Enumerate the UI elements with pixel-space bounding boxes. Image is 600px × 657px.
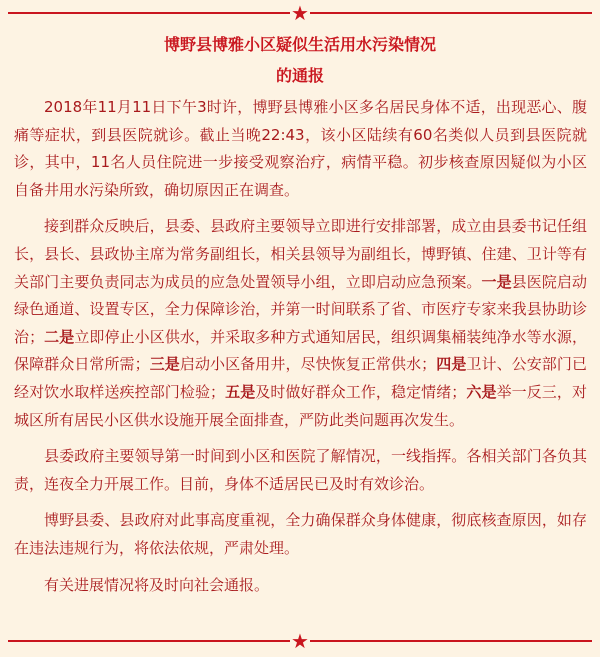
- measure-keyword-5: 五是: [225, 382, 256, 401]
- paragraph-commitment: 博野县委、县政府对此事高度重视，全力确保群众身体健康，彻底核查原因，如存在违法违规行为，将依法依规，严肃处理。: [14, 511, 587, 557]
- measure-keyword-2: 二是: [44, 327, 75, 346]
- star-icon: ★: [291, 629, 309, 653]
- measure-keyword-3: 三是: [149, 355, 180, 374]
- measure-text-6: 举一反三，对城区所有居民小区供水设施开展全面排查，严防此类问题再次发生。: [14, 382, 587, 429]
- measure-keyword-6: 六是: [466, 382, 497, 401]
- measure-text-1: 县医院启动绿色通道、设置专区，全力保障诊治，并第一时间联系了省、市医疗专家来我县协助诊治；: [14, 272, 587, 346]
- paragraph-incident: 2018年11月11日下午3时许，博野县博雅小区多名居民身体不适，出现恶心、腹痛等症状，到县医院就诊。截止当晚22:43，该小区陆续有60名类似人员到县医院就诊，其中，11名人员住院进一步接受观察治疗，病情平稳。初步核查原因疑似为小区自备井用水污染所致，确切原因正在调查。: [14, 98, 587, 199]
- notice-title-line2: 的通报: [275, 66, 324, 85]
- star-icon: ★: [291, 1, 309, 25]
- measure-text-4: 卫计、公安部门已经对饮水取样送疾控部门检验；: [14, 355, 587, 401]
- measure-text-5: 及时做好群众工作，稳定情绪；: [255, 382, 467, 401]
- notice-body: [14, 94, 587, 608]
- response-intro: 接到群众反映后，县委、县政府主要领导立即进行安排部署，成立由县委书记任组长，县长、县政协主席为常务副组长，相关县领导为副组长，博野镇、住建、卫计等有关部门主要负责同志为成员的应急处置领导小组，立即启动应急预案。: [14, 217, 587, 291]
- paragraph-followup: 有关进展情况将及时向社会通报。: [44, 575, 270, 594]
- measure-keyword-4: 四是: [436, 355, 467, 374]
- measure-text-2: 立即停止小区供水，并采取多种方式通知居民，组织调集桶装纯净水等水源，保障群众日常所需；: [14, 327, 587, 374]
- paragraph-leadership: 县委政府主要领导第一时间到小区和医院了解情况，一线指挥。各相关部门各负其责，连夜全力开展工作。目前，身体不适居民已及时有效诊治。: [14, 447, 587, 493]
- paragraph-response: [14, 213, 587, 434]
- notice-title-line1: 博野县博雅小区疑似生活用水污染情况: [163, 35, 436, 54]
- measure-text-3: 启动小区备用井，尽快恢复正常供水；: [179, 355, 437, 374]
- measure-keyword-1: 一是: [481, 272, 512, 291]
